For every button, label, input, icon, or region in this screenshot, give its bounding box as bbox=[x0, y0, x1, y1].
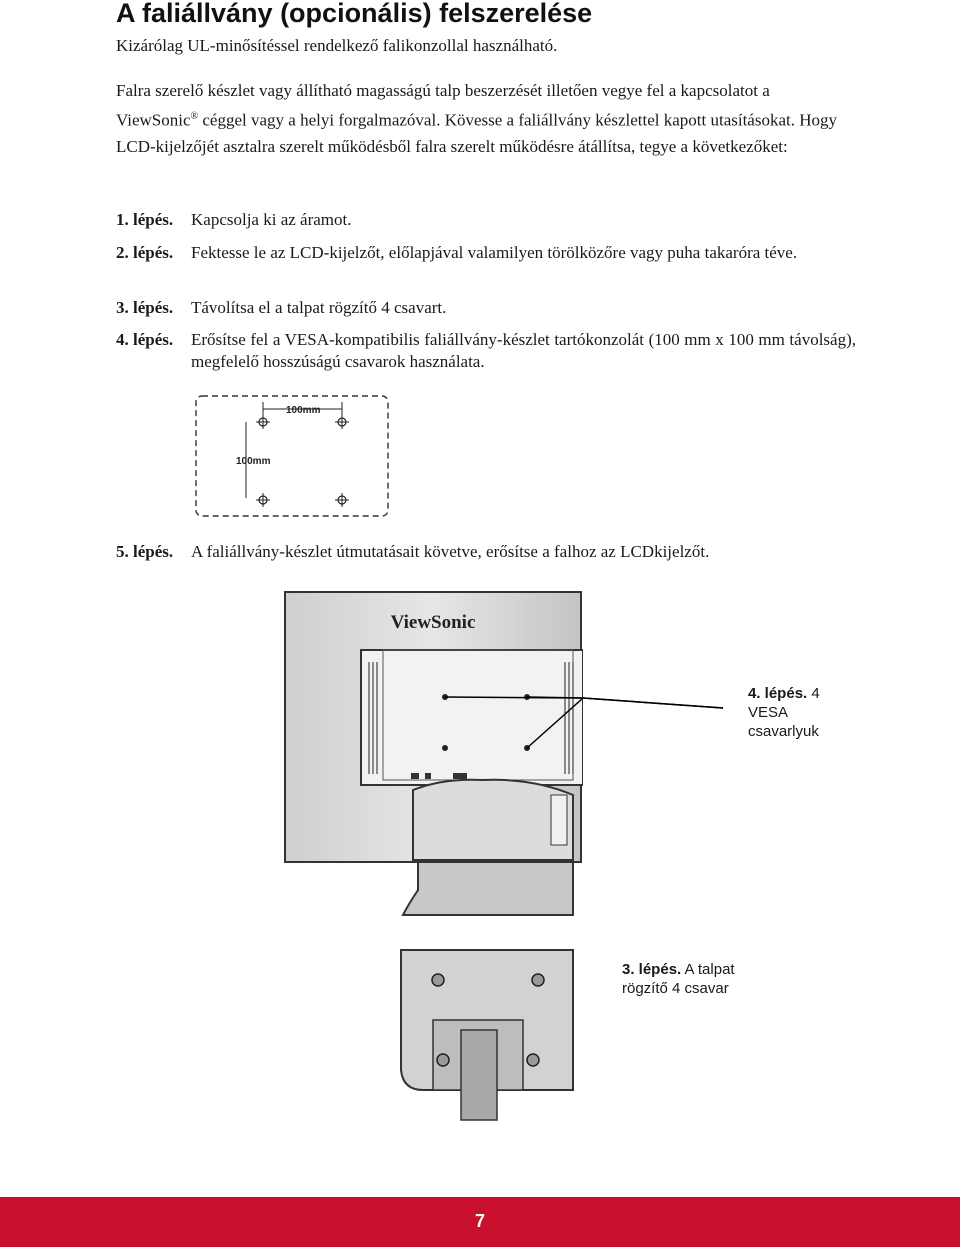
step-text: Erősítse fel a VESA-kompatibilis faliállvány-készlet tartókonzolát (100 mm x 100 mm távolság), megfelelő hosszúságú csavarok használata. bbox=[191, 330, 856, 371]
step-text: A faliállvány-készlet útmutatásait követve, erősítse a falhoz az LCDkijelzőt. bbox=[191, 542, 710, 561]
intro-text-part1: Falra szerelő készlet vagy állítható magasságú talp beszerzését illetően vegye fel a kapcsolatot a ViewSonic bbox=[116, 81, 770, 130]
page-subtitle: Kizárólag UL-minősítéssel rendelkező falikonzollal használható. bbox=[116, 36, 558, 55]
step-label: 3. lépés. bbox=[116, 298, 174, 317]
step-5 bbox=[116, 541, 856, 563]
callout-text: csavarlyuk bbox=[748, 723, 819, 740]
stand-screws-callout bbox=[622, 960, 735, 998]
base-screw bbox=[527, 1054, 539, 1066]
base-screw bbox=[432, 974, 444, 986]
page-number: 7 bbox=[474, 1211, 485, 1231]
step-2 bbox=[116, 242, 856, 264]
stand-hinge bbox=[413, 780, 573, 860]
step-text: Fektesse le az LCD-kijelzőt, előlapjával valamilyen törölközőre vagy puha takaróra téve. bbox=[191, 243, 798, 262]
vesa-hole-bottom-left bbox=[256, 493, 270, 507]
page-footer-bar bbox=[0, 1197, 960, 1247]
step-label: 2. lépés. bbox=[116, 243, 174, 262]
step-label: 4. lépés. bbox=[116, 330, 174, 349]
step-label: 5. lépés. bbox=[116, 542, 174, 561]
vesa-hole-top-right bbox=[335, 415, 349, 429]
step-label: 1. lépés. bbox=[116, 210, 174, 229]
stand-column bbox=[461, 1030, 497, 1120]
intro-text-part2: céggel vagy a helyi forgalmazóval. Kövesse a faliállvány készlettel kapott utasításokat. Hogy LCD-kijelzőjét asztalra szerelt működésből falra szerelt működésre átállítsa, tegye a következőket: bbox=[116, 110, 838, 156]
callout-step-label: 3. lépés. bbox=[622, 961, 682, 978]
vertical-dimension-label: 100mm bbox=[236, 456, 271, 467]
horizontal-dimension-label: 100mm bbox=[286, 405, 321, 416]
vesa-hole-bottom-right bbox=[335, 493, 349, 507]
vesa-hole-diagram bbox=[190, 390, 400, 522]
callout-text: 4 bbox=[807, 685, 820, 702]
step-1 bbox=[116, 209, 856, 231]
side-port-panel bbox=[551, 795, 567, 845]
registered-mark: ® bbox=[190, 111, 199, 122]
monitor-back-illustration bbox=[283, 590, 583, 1130]
base-screw bbox=[437, 1054, 449, 1066]
viewsonic-logo: ViewSonic bbox=[390, 612, 476, 633]
step-text: Távolítsa el a talpat rögzítő 4 csavart. bbox=[191, 298, 447, 317]
callout-text: A talpat bbox=[681, 961, 735, 978]
vesa-screw-hole bbox=[442, 745, 448, 751]
page-title: A faliállvány (opcionális) felszerelése bbox=[116, 0, 593, 28]
step-3 bbox=[116, 297, 856, 319]
callout-text: VESA bbox=[748, 704, 789, 721]
intro-paragraph bbox=[116, 78, 851, 160]
callout-text: rögzítő 4 csavar bbox=[622, 980, 729, 997]
stand-neck bbox=[403, 862, 573, 915]
vesa-holes-callout bbox=[748, 684, 820, 741]
back-panel bbox=[361, 650, 583, 785]
step-text: Kapcsolja ki az áramot. bbox=[191, 210, 352, 229]
callout-step-label: 4. lépés. bbox=[748, 685, 808, 702]
vesa-hole-top-left bbox=[256, 415, 270, 429]
step-4 bbox=[116, 329, 856, 373]
base-screw bbox=[532, 974, 544, 986]
callout-connectors bbox=[583, 640, 743, 960]
